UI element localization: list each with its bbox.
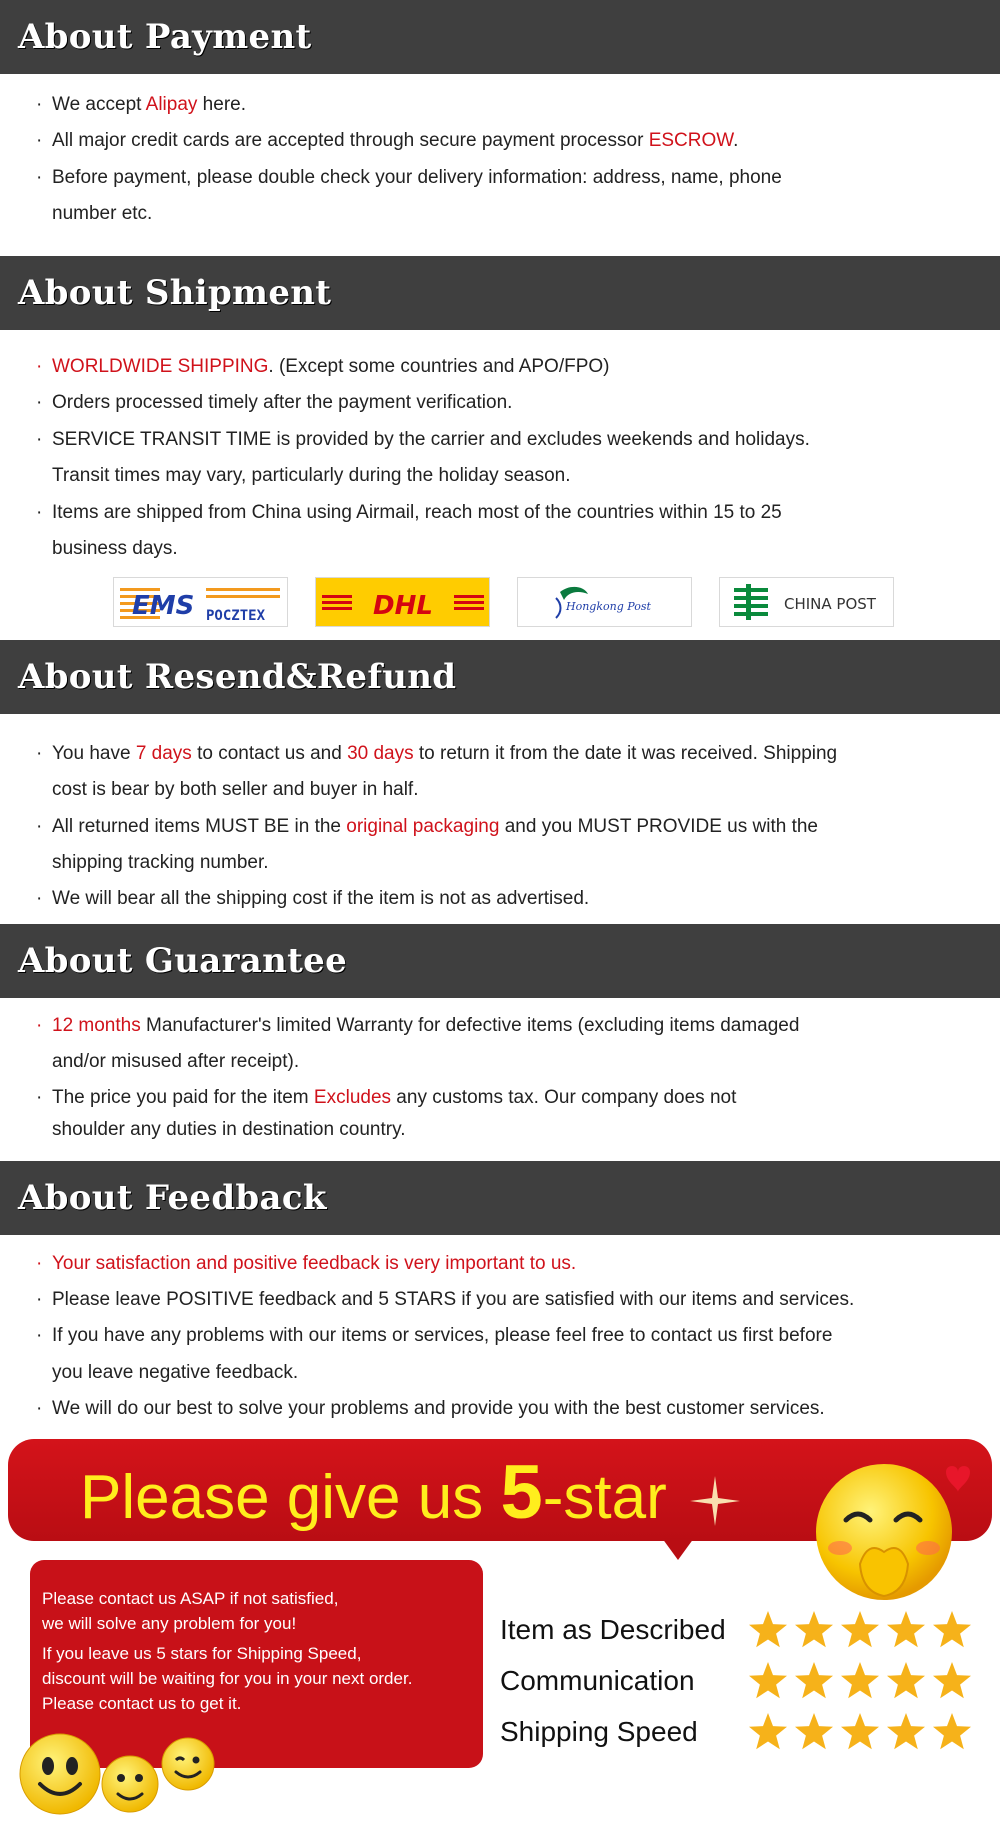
star-icon	[841, 1713, 879, 1749]
refund-line-3: All returned items MUST BE in the original packaging and you MUST PROVIDE us with the	[52, 816, 818, 837]
refund-line-4: shipping tracking number.	[52, 852, 269, 873]
guarantee-line-4: shoulder any duties in destination country.	[52, 1119, 406, 1140]
refund-title: About Resend&Refund	[18, 657, 457, 697]
shipment-title: About Shipment	[18, 273, 332, 313]
refund-header	[0, 640, 1000, 714]
shipment-line-1: WORLDWIDE SHIPPING. (Except some countries and APO/FPO)	[52, 356, 610, 377]
star-icon	[749, 1713, 787, 1749]
feedback-line-3: If you have any problems with our items or services, please feel free to contact us first before	[52, 1325, 833, 1346]
refund-line-1: You have 7 days to contact us and 30 days to return it from the date it was received. Shipping	[52, 743, 838, 764]
ems-logo-text: EMS	[132, 591, 195, 621]
heart-icon	[946, 1466, 970, 1492]
contact-line-2: we will solve any problem for you!	[42, 1614, 297, 1633]
star-icon	[887, 1713, 925, 1749]
guarantee-line-3: The price you paid for the item Excludes any customs tax. Our company does not	[52, 1087, 737, 1108]
payment-header	[0, 0, 1000, 74]
star-icon	[933, 1611, 971, 1647]
star-icon	[933, 1713, 971, 1749]
bullet: ·	[36, 888, 43, 909]
stars-item-as-described	[748, 1609, 978, 1653]
bullet: ·	[36, 502, 43, 523]
bullet: ·	[36, 1398, 43, 1419]
guarantee-line-1: 12 months Manufacturer's limited Warranty for defective items (excluding items damaged	[52, 1015, 800, 1036]
star-icon	[887, 1611, 925, 1647]
guarantee-title: About Guarantee	[18, 941, 348, 981]
rating-label-communication: Communication	[500, 1665, 695, 1696]
stars-communication	[748, 1660, 978, 1704]
dhl-logo	[315, 577, 490, 627]
stars-shipping-speed	[748, 1711, 978, 1755]
star-icon	[841, 1611, 879, 1647]
contact-line-4: discount will be waiting for you in your next order.	[42, 1669, 413, 1688]
contact-line-1: Please contact us ASAP if not satisfied,	[42, 1589, 339, 1608]
bullet: ·	[36, 94, 43, 115]
shipment-line-3: SERVICE TRANSIT TIME is provided by the carrier and excludes weekends and holidays.	[52, 429, 810, 450]
bullet: ·	[36, 167, 43, 188]
bullet: ·	[36, 1015, 43, 1036]
bullet: ·	[36, 130, 43, 151]
shipment-line-4: Transit times may vary, particularly during the holiday season.	[52, 465, 571, 486]
banner-speech-tail	[662, 1538, 694, 1560]
bullet: ·	[36, 392, 43, 413]
shipment-header	[0, 256, 1000, 330]
payment-line-2: All major credit cards are accepted through secure payment processor ESCROW.	[52, 130, 739, 151]
shipment-line-5: Items are shipped from China using Airmail, reach most of the countries within 15 to 25	[52, 502, 782, 523]
refund-line-2: cost is bear by both seller and buyer in half.	[52, 779, 419, 800]
feedback-line-1: Your satisfaction and positive feedback is very important to us.	[52, 1253, 577, 1274]
star-icon	[795, 1713, 833, 1749]
hongkong-post-logo	[517, 577, 692, 627]
china-post-text: CHINA POST	[784, 595, 876, 613]
bullet: ·	[36, 743, 43, 764]
bullet: ·	[36, 1087, 43, 1108]
rating-label-item-as-described: Item as Described	[500, 1614, 726, 1645]
refund-line-5: We will bear all the shipping cost if the item is not as advertised.	[52, 888, 590, 909]
small-smileys-icon	[18, 1728, 218, 1818]
blushing-smiley-icon	[806, 1452, 976, 1612]
feedback-title: About Feedback	[18, 1178, 327, 1218]
bullet: ·	[36, 356, 43, 377]
contact-line-5: Please contact us to get it.	[42, 1694, 242, 1713]
banner-title: Please give us 5-star	[80, 1450, 667, 1535]
star-icon	[887, 1662, 925, 1698]
star-icon	[841, 1662, 879, 1698]
star-icon	[749, 1662, 787, 1698]
guarantee-line-2: and/or misused after receipt).	[52, 1051, 300, 1072]
ems-logo	[113, 577, 288, 627]
star-icon	[795, 1662, 833, 1698]
star-icon	[795, 1611, 833, 1647]
sparkle-icon	[690, 1476, 740, 1526]
feedback-line-4: you leave negative feedback.	[52, 1362, 299, 1383]
bullet: ·	[36, 1289, 43, 1310]
bullet: ·	[36, 816, 43, 837]
bullet: ·	[36, 429, 43, 450]
bullet: ·	[36, 1253, 43, 1274]
payment-line-1: We accept Alipay here.	[52, 94, 246, 115]
feedback-line-2: Please leave POSITIVE feedback and 5 STARS if you are satisfied with our items and services.	[52, 1289, 855, 1310]
hongkong-post-text: Hongkong Post	[566, 600, 651, 613]
feedback-header	[0, 1161, 1000, 1235]
star-icon	[749, 1611, 787, 1647]
payment-line-3: Before payment, please double check your delivery information: address, name, phone	[52, 167, 782, 188]
guarantee-header	[0, 924, 1000, 998]
china-post-logo	[719, 577, 894, 627]
payment-line-4: number etc.	[52, 203, 153, 224]
shipment-line-2: Orders processed timely after the payment verification.	[52, 392, 513, 413]
dhl-logo-text: DHL	[373, 591, 433, 621]
rating-label-shipping-speed: Shipping Speed	[500, 1716, 698, 1747]
star-icon	[933, 1662, 971, 1698]
ems-logo-subtext: POCZTEX	[206, 608, 266, 624]
payment-title: About Payment	[18, 17, 312, 57]
feedback-line-5: We will do our best to solve your problems and provide you with the best customer services.	[52, 1398, 825, 1419]
bullet: ·	[36, 1325, 43, 1346]
contact-line-3: If you leave us 5 stars for Shipping Speed,	[42, 1644, 362, 1663]
shipment-line-6: business days.	[52, 538, 178, 559]
